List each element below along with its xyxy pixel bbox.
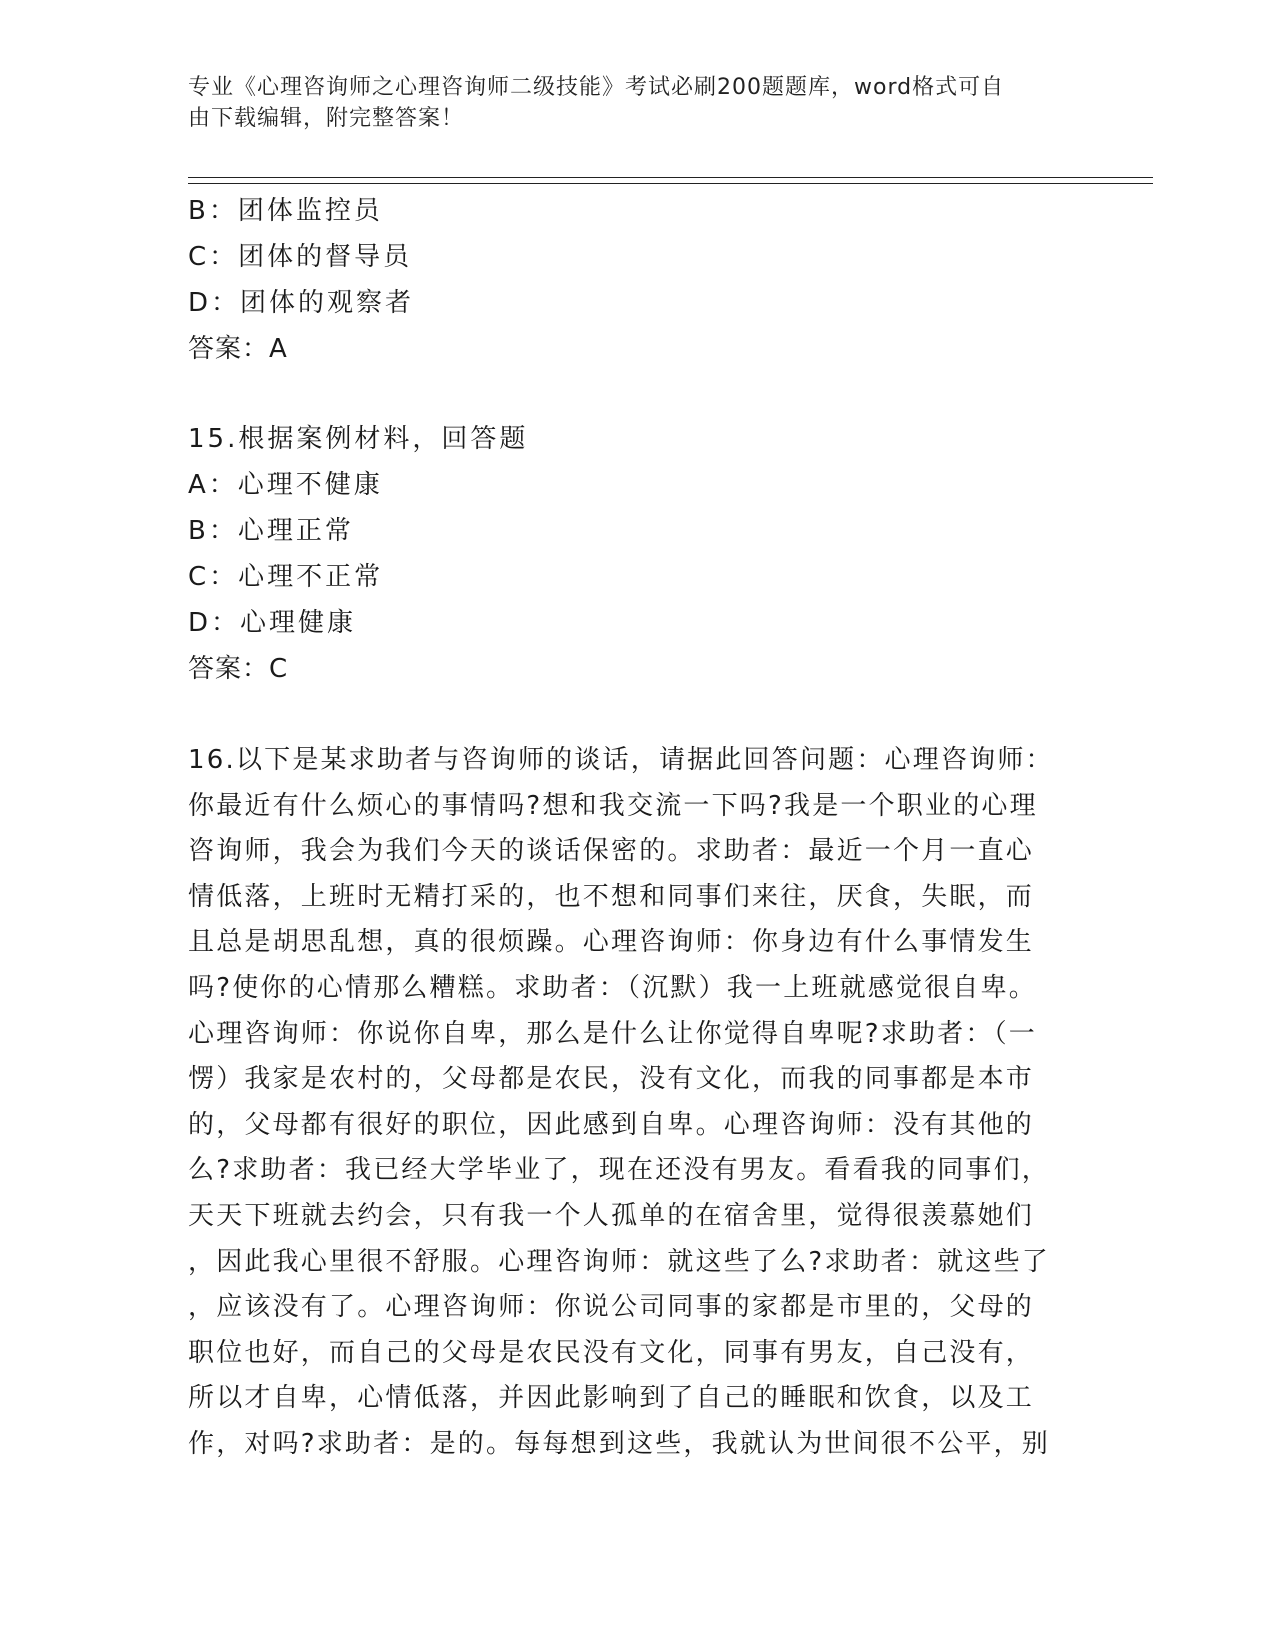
question-16 (188, 738, 1080, 1468)
spacer (188, 372, 1088, 416)
header-line-2: 由下载编辑，附完整答案！ (188, 106, 465, 131)
paragraph-line: 职位也好，而自己的父母是农民没有文化，同事有男友，自己没有， (188, 1337, 1035, 1368)
spacer (188, 692, 1088, 736)
answer-line: 答案：A (188, 334, 288, 364)
option-c: C：心理不正常 (188, 562, 384, 592)
paragraph-line: 且总是胡思乱想，真的很烦躁。心理咨询师：你身边有什么事情发生 (188, 927, 1035, 958)
paragraph-line: 作，对吗?求助者：是的。每每想到这些，我就认为世间很不公平，别 (188, 1428, 1051, 1459)
paragraph-line: 么?求助者：我已经大学毕业了，现在还没有男友。看看我的同事们， (188, 1155, 1051, 1186)
question-14-tail (188, 188, 1088, 372)
paragraph-line: 所以才自卑，心情低落，并因此影响到了自己的睡眠和饮食，以及工 (188, 1383, 1035, 1414)
document-body (188, 188, 1088, 1468)
header-line-1: 专业《心理咨询师之心理咨询师二级技能》考试必刷200题题库，word格式可自 (188, 75, 1005, 100)
option-b: B：团体监控员 (188, 196, 383, 226)
option-a: A：心理不健康 (188, 470, 383, 500)
paragraph-line: ，因此我心里很不舒服。心理咨询师：就这些了么?求助者：就这些了 (188, 1246, 1051, 1277)
paragraph-line: 咨询师，我会为我们今天的谈话保密的。求助者：最近一个月一直心 (188, 836, 1035, 867)
paragraph-line: 情低落，上班时无精打采的，也不想和同事们来往，厌食，失眠，而 (188, 881, 1035, 912)
option-d: D：心理健康 (188, 608, 357, 638)
option-d: D：团体的观察者 (188, 288, 415, 318)
question-15 (188, 416, 1088, 692)
paragraph-line: 吗?使你的心情那么糟糕。求助者：（沉默）我一上班就感觉很自卑。 (188, 972, 1038, 1003)
paragraph-line: 的，父母都有很好的职位，因此感到自卑。心理咨询师：没有其他的 (188, 1109, 1035, 1140)
paragraph-line: ，应该没有了。心理咨询师：你说公司同事的家都是市里的，父母的 (188, 1292, 1035, 1323)
paragraph-line: 天天下班就去约会，只有我一个人孤单的在宿舍里，觉得很羡慕她们 (188, 1200, 1035, 1231)
paragraph-line: 心理咨询师：你说你自卑，那么是什么让你觉得自卑呢?求助者：（一 (188, 1018, 1038, 1049)
header-divider (188, 177, 1153, 184)
paragraph-line: 愣）我家是农村的，父母都是农民，没有文化，而我的同事都是本市 (188, 1064, 1035, 1095)
question-stem: 15.根据案例材料，回答题 (188, 424, 529, 454)
paragraph-line: 16.以下是某求助者与咨询师的谈话，请据此回答问题：心理咨询师： (188, 745, 1054, 775)
page-header (188, 72, 1068, 134)
option-c: C：团体的督导员 (188, 242, 413, 272)
option-b: B：心理正常 (188, 516, 354, 546)
answer-line: 答案：C (188, 654, 289, 684)
paragraph-line: 你最近有什么烦心的事情吗?想和我交流一下吗?我是一个职业的心理 (188, 790, 1038, 821)
